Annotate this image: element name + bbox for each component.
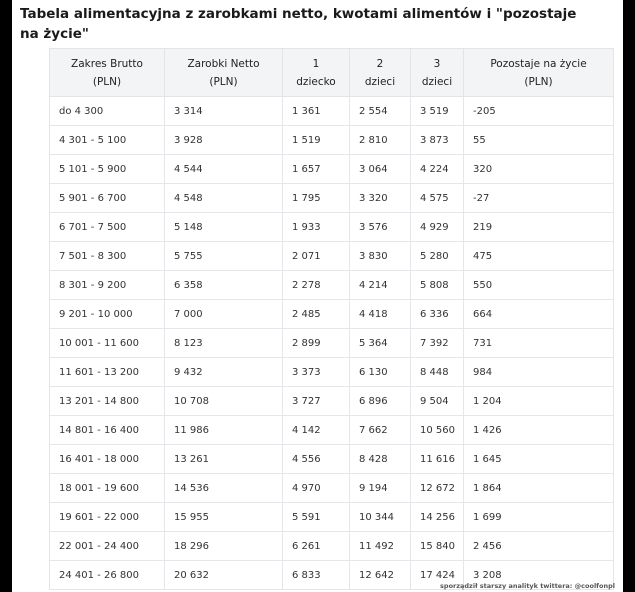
table-cell: 4 142 <box>283 416 350 445</box>
table-cell: 2 810 <box>350 126 411 155</box>
table-cell: 2 554 <box>350 97 411 126</box>
table-cell: 6 833 <box>283 561 350 590</box>
column-header-sublabel: dzieci <box>364 75 396 88</box>
table-cell: 3 727 <box>283 387 350 416</box>
table-cell: 11 616 <box>411 445 464 474</box>
table-cell: 8 301 - 9 200 <box>50 271 165 300</box>
author-credit: sporządził starszy analityk twittera: @coolfonpl <box>440 582 615 590</box>
column-header <box>411 49 464 97</box>
table-cell: 2 278 <box>283 271 350 300</box>
table-row <box>50 242 614 271</box>
column-header-label: Zarobki Netto <box>187 57 260 70</box>
table-cell: 9 201 - 10 000 <box>50 300 165 329</box>
table-row <box>50 155 614 184</box>
table-cell: 3 576 <box>350 213 411 242</box>
table-cell: 7 000 <box>165 300 283 329</box>
table-cell: 13 201 - 14 800 <box>50 387 165 416</box>
table-cell: 3 064 <box>350 155 411 184</box>
table-cell: 17 424 <box>411 561 464 590</box>
table-cell: 15 955 <box>165 503 283 532</box>
table-row <box>50 503 614 532</box>
table-cell: 4 214 <box>350 271 411 300</box>
table-cell: 4 970 <box>283 474 350 503</box>
table-cell: 2 899 <box>283 329 350 358</box>
table-cell: 475 <box>464 242 614 271</box>
table-cell: 12 672 <box>411 474 464 503</box>
table-cell: 10 344 <box>350 503 411 532</box>
column-header <box>283 49 350 97</box>
table-cell: 4 418 <box>350 300 411 329</box>
table-cell: 3 320 <box>350 184 411 213</box>
table-cell: 7 501 - 8 300 <box>50 242 165 271</box>
table-cell: 12 642 <box>350 561 411 590</box>
table-cell: 1 519 <box>283 126 350 155</box>
table-cell: 5 364 <box>350 329 411 358</box>
table-cell: 731 <box>464 329 614 358</box>
table-cell: 2 485 <box>283 300 350 329</box>
table-cell: 1 426 <box>464 416 614 445</box>
table-cell: 10 708 <box>165 387 283 416</box>
table-cell: 7 662 <box>350 416 411 445</box>
table-cell: 1 699 <box>464 503 614 532</box>
table-cell: 6 261 <box>283 532 350 561</box>
table-cell: 22 001 - 24 400 <box>50 532 165 561</box>
table-cell: 6 336 <box>411 300 464 329</box>
table-cell: 984 <box>464 358 614 387</box>
table-cell: 19 601 - 22 000 <box>50 503 165 532</box>
table-cell: 3 928 <box>165 126 283 155</box>
table-cell: 11 986 <box>165 416 283 445</box>
table-cell: 55 <box>464 126 614 155</box>
table-cell: 10 001 - 11 600 <box>50 329 165 358</box>
table-row <box>50 358 614 387</box>
table-cell: 10 560 <box>411 416 464 445</box>
column-header-sublabel: dzieci <box>421 75 453 88</box>
table-cell: 4 224 <box>411 155 464 184</box>
page-title: Tabela alimentacyjna z zarobkami netto, kwotami alimentów i "pozostaje na życie" <box>20 6 577 42</box>
table-cell: 5 101 - 5 900 <box>50 155 165 184</box>
column-header <box>50 49 165 97</box>
table-cell: 8 428 <box>350 445 411 474</box>
table-cell: 550 <box>464 271 614 300</box>
table-cell: 1 204 <box>464 387 614 416</box>
table-cell: 1 645 <box>464 445 614 474</box>
table-cell: 3 373 <box>283 358 350 387</box>
table-cell: 14 801 - 16 400 <box>50 416 165 445</box>
table-header-row <box>50 49 614 97</box>
column-header-label: Pozostaje na życie <box>490 57 587 70</box>
table-cell: 6 358 <box>165 271 283 300</box>
table-cell: 5 148 <box>165 213 283 242</box>
table-row <box>50 126 614 155</box>
table-row <box>50 416 614 445</box>
table-cell: 5 901 - 6 700 <box>50 184 165 213</box>
table-cell: 3 314 <box>165 97 283 126</box>
table-cell: 6 896 <box>350 387 411 416</box>
table-cell: 15 840 <box>411 532 464 561</box>
table-cell: 16 401 - 18 000 <box>50 445 165 474</box>
table-cell: 1 795 <box>283 184 350 213</box>
column-header-label: 2 <box>376 57 384 70</box>
table-cell: 11 601 - 13 200 <box>50 358 165 387</box>
table-row <box>50 271 614 300</box>
table-cell: 5 280 <box>411 242 464 271</box>
alimony-table <box>49 48 614 590</box>
table-cell: 2 456 <box>464 532 614 561</box>
table-row <box>50 300 614 329</box>
table-cell: 6 130 <box>350 358 411 387</box>
table-cell: 320 <box>464 155 614 184</box>
table-cell: 8 448 <box>411 358 464 387</box>
table-cell: 6 701 - 7 500 <box>50 213 165 242</box>
table-cell: 14 536 <box>165 474 283 503</box>
table-cell: 1 361 <box>283 97 350 126</box>
table-cell: 4 301 - 5 100 <box>50 126 165 155</box>
table-cell: 1 657 <box>283 155 350 184</box>
table-row <box>50 445 614 474</box>
table-cell: 9 504 <box>411 387 464 416</box>
table-cell: 4 575 <box>411 184 464 213</box>
table-cell: -27 <box>464 184 614 213</box>
table-cell: 24 401 - 26 800 <box>50 561 165 590</box>
column-header <box>350 49 411 97</box>
table-cell: 4 929 <box>411 213 464 242</box>
table-cell: 11 492 <box>350 532 411 561</box>
table-cell: 20 632 <box>165 561 283 590</box>
table-cell: 9 194 <box>350 474 411 503</box>
table-cell: 9 432 <box>165 358 283 387</box>
table-row <box>50 329 614 358</box>
table-cell: 7 392 <box>411 329 464 358</box>
column-header <box>165 49 283 97</box>
table-cell: 3 208 <box>464 561 614 590</box>
table-body <box>50 97 614 590</box>
column-header-sublabel: (PLN) <box>524 75 553 88</box>
table-cell: 8 123 <box>165 329 283 358</box>
table-row <box>50 474 614 503</box>
table-row <box>50 532 614 561</box>
table-cell: 5 808 <box>411 271 464 300</box>
table-row <box>50 387 614 416</box>
column-header-sublabel: (PLN) <box>209 75 238 88</box>
table-row <box>50 184 614 213</box>
table-cell: 219 <box>464 213 614 242</box>
table-cell: 3 873 <box>411 126 464 155</box>
table-cell: 13 261 <box>165 445 283 474</box>
table-cell: -205 <box>464 97 614 126</box>
table-cell: 14 256 <box>411 503 464 532</box>
table-cell: 18 296 <box>165 532 283 561</box>
table-cell: 4 548 <box>165 184 283 213</box>
table-cell: 2 071 <box>283 242 350 271</box>
table-cell: 664 <box>464 300 614 329</box>
column-header-sublabel: (PLN) <box>92 75 122 88</box>
column-header-label: 3 <box>433 57 441 70</box>
column-header-sublabel: dziecko <box>296 75 336 88</box>
table-cell: 5 591 <box>283 503 350 532</box>
column-header <box>464 49 614 97</box>
document-sheet <box>12 0 623 592</box>
column-header-label: Zakres Brutto <box>71 57 143 70</box>
table-cell: 4 544 <box>165 155 283 184</box>
table-row <box>50 97 614 126</box>
column-header-label: 1 <box>312 57 320 70</box>
table-cell: 1 933 <box>283 213 350 242</box>
table-cell: 1 864 <box>464 474 614 503</box>
table-cell: 4 556 <box>283 445 350 474</box>
table-cell: 3 830 <box>350 242 411 271</box>
table-cell: 18 001 - 19 600 <box>50 474 165 503</box>
table-cell: 3 519 <box>411 97 464 126</box>
table-cell: do 4 300 <box>50 97 165 126</box>
table-cell: 5 755 <box>165 242 283 271</box>
table-row <box>50 213 614 242</box>
